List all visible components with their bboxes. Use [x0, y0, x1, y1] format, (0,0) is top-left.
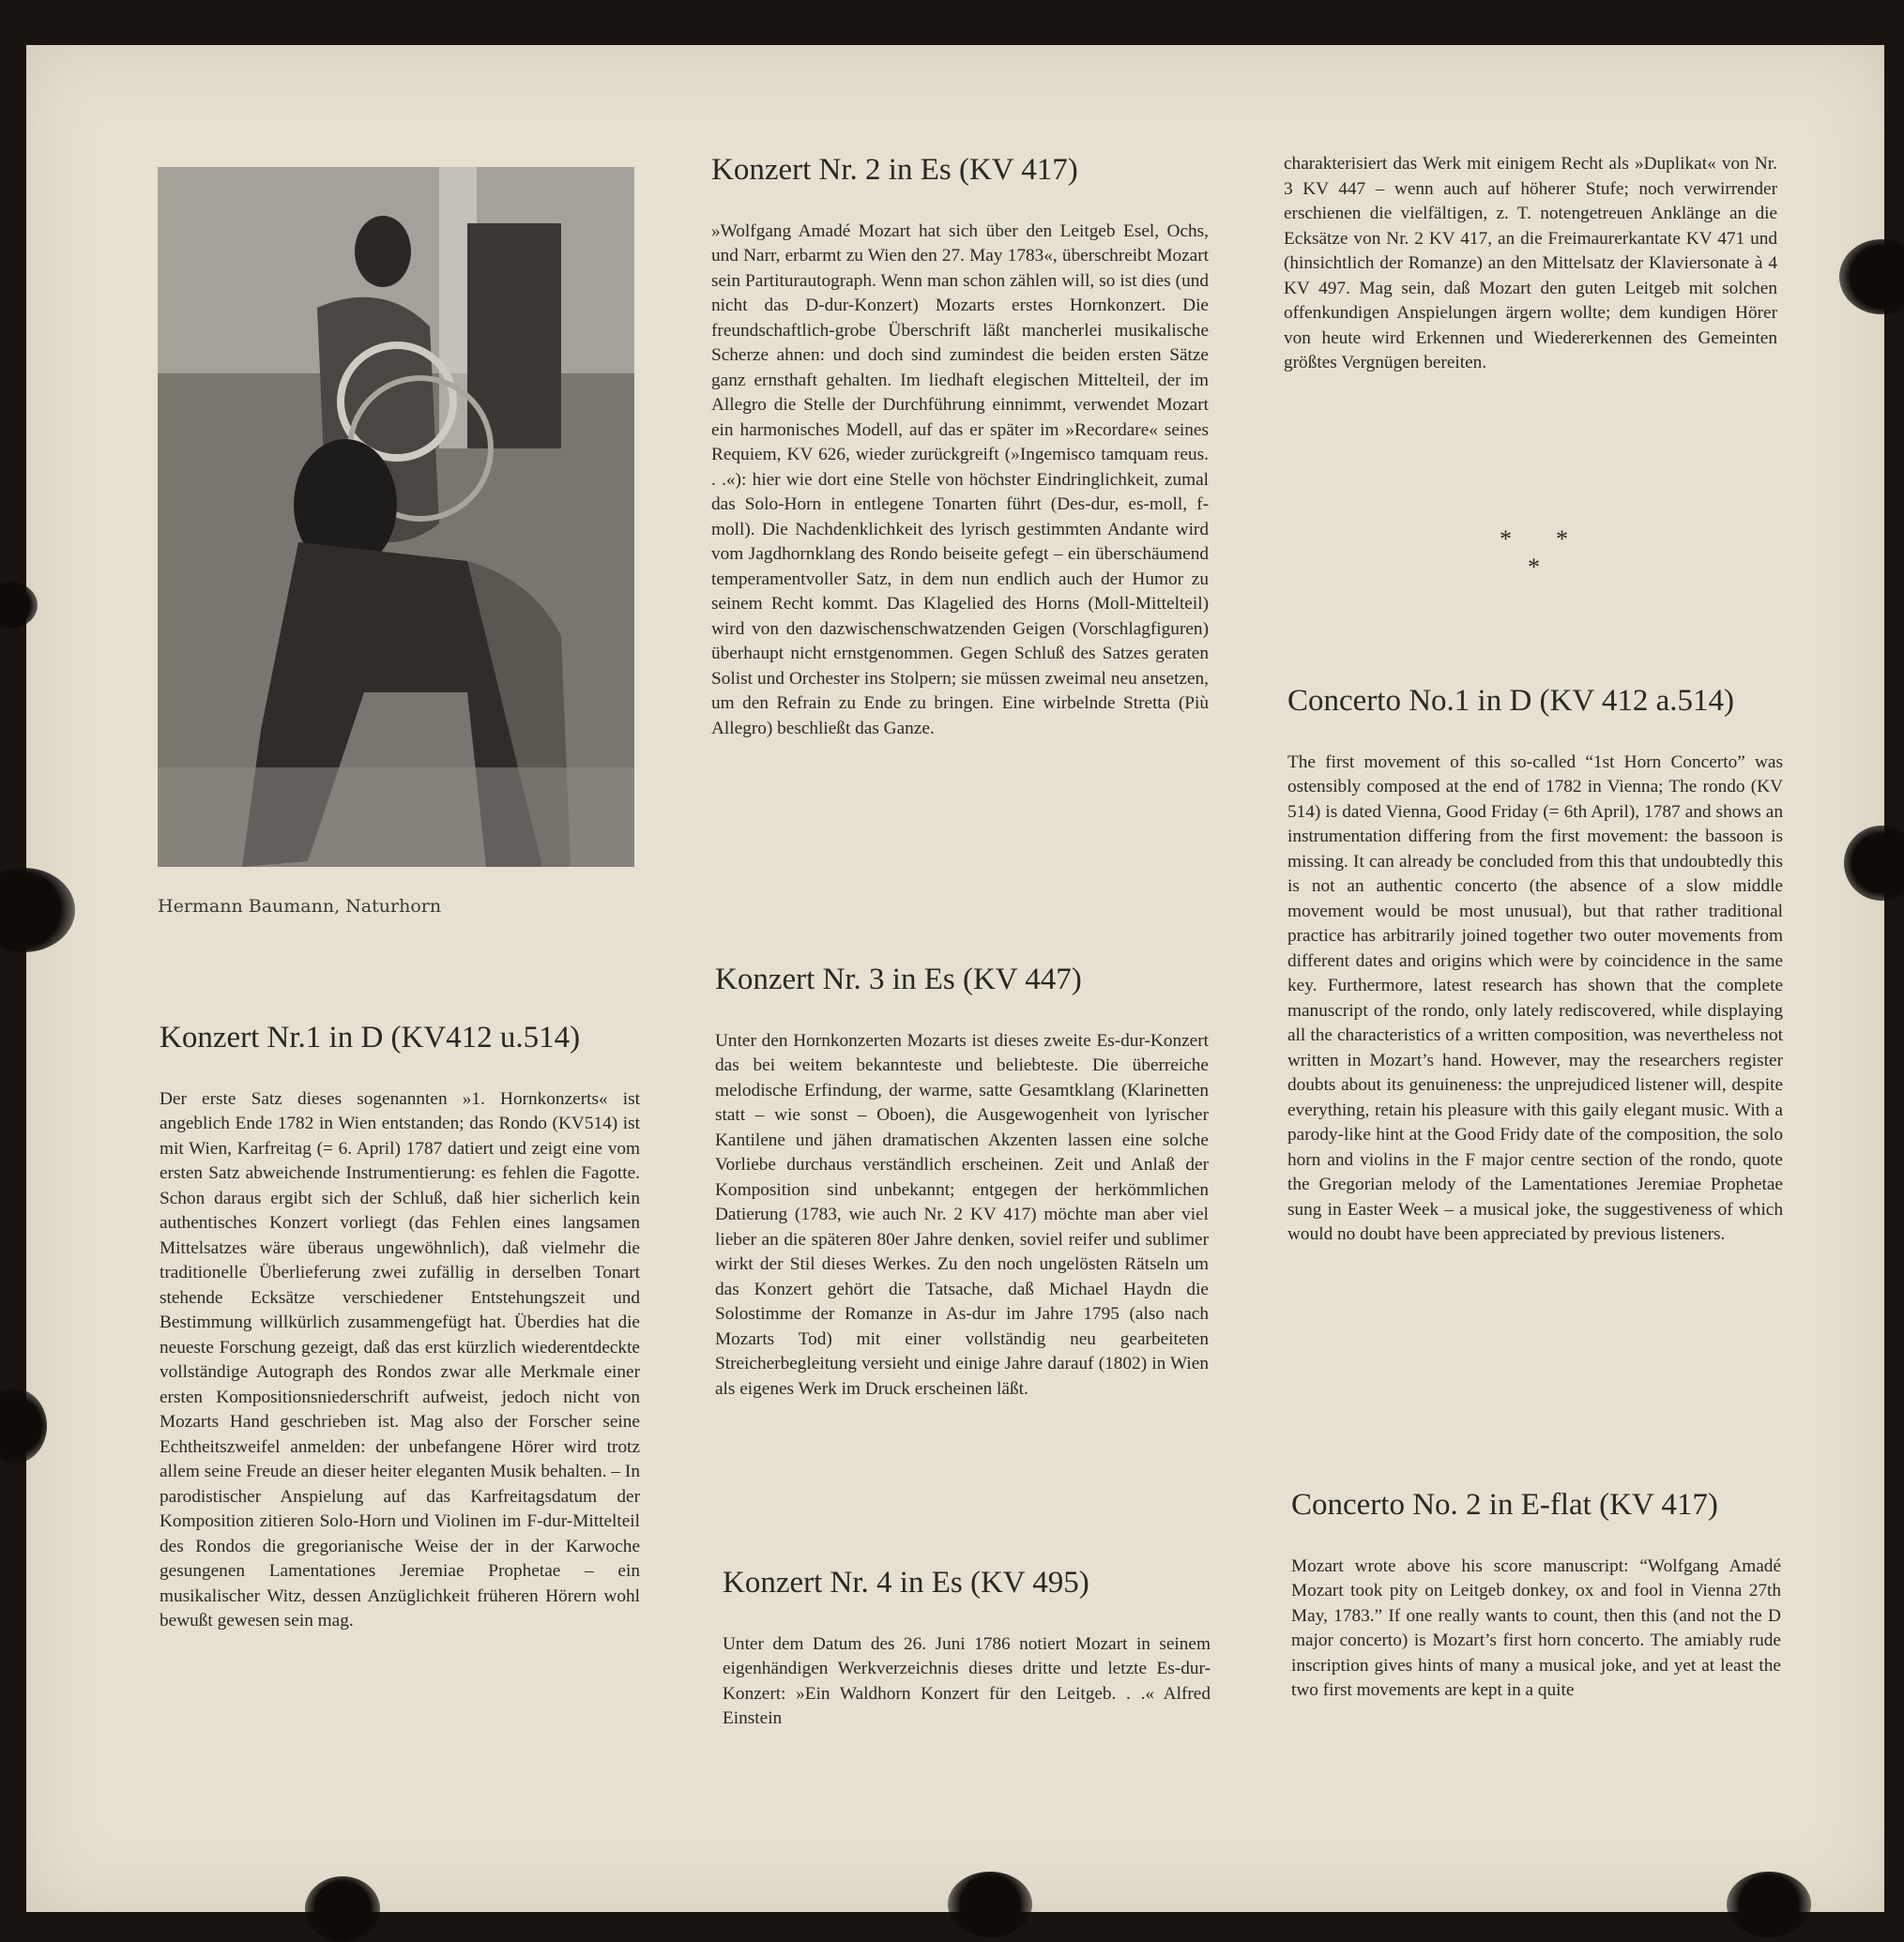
section-text: Der erste Satz dieses sogenannten »1. Hornkonzerts« ist angeblich Ende 1782 in Wien entstanden; das Rondo (KV514) ist mit Wien, Karfreitag (= 6. April) 1787 datiert und zeigt eine vom ersten Satz abweichende Instrumentierung: es fehlen die Fagotte. Schon daraus ergibt sich der Schluß, daß hier sicherlich kein authentisches Konzert vorliegt (das Fehlen eines langsamen Mittelsatzes wäre überaus ungewöhnlich), daß vielmehr die traditionelle Überlieferung zwei zufällig in derselben Tonart stehende Ecksätze verschiedener Entstehungszeit und Bestimmung willkürlich zusammengefügt hat. Überdies hat die neueste Forschung gezeigt, daß das erst kürzlich wiederentdeckte vollständige Autograph des Rondos zwar alle Merkmale einer ersten Kompositionsniederschrift aufweist, jedoch nicht von Mozarts Hand geschrieben ist. Mag also der Forscher seine Echtheitszweifel anmelden: der unbefangene Hörer wird trotz allem seine Freude an dieser heiter eleganten Musik behalten. – In parodistischer Anspielung auf das Karfreitagsdatum der Komposition zitieren Solo-Horn und Violinen im F-dur-Mittelteil des Rondos die gregorianische Weise der in der Karwoche gesungenen Lamentationes Jeremiae Prophetae – ein musikalischer Witz, dessen Anzüglichkeit früheren Hörern wohl bewußt gewesen sein mag. — [160, 1088, 640, 1631]
horn-player-photo — [158, 167, 634, 867]
section-de-4 — [723, 1565, 1211, 1732]
asterisk: * — [1556, 525, 1568, 553]
section-separator — [1492, 525, 1586, 582]
section-text: Unter den Hornkonzerten Mozarts ist dieses zweite Es-dur-Konzert das bei weitem bekannteste und beliebteste. Die überreiche melodische Erfindung, der warme, satte Gesamtklang (Klarinetten statt – wie sonst – Oboen), die Ausgewogenheit von lyrischer Kantilene und jähen dramatischen Akzenten lassen eine solche Vorliebe durchaus verständlich erscheinen. Zeit und Anlaß der Komposition sind unbekannt; entgegen der herkömmlichen Datierung (1783, wie auch Nr. 2 KV 417) möchte man aber viel lieber an die späteren 80er Jahre denken, soviel reifer und sublimer wirkt der Stil dieses Werkes. Zu den noch ungelösten Rätseln um das Konzert gehört die Tatsache, daß Michael Haydn die Solostimme der Romanze in As-dur im Jahre 1795 (also nach Mozarts Tod) mit einer vollständig neu gearbeiteten Streicherbegleitung versieht und einige Jahre darauf (1802) in Wien als eigenes Werk im Druck erscheinen läßt. — [715, 1030, 1209, 1399]
section-text: The first movement of this so-called “1st Horn Concerto” was ostensibly composed at the end of 1782 in Vienna; The rondo (KV 514) is dated Vienna, Good Friday (= 6th April), 1787 and shows an instrumentation differing from the first movement: the bassoon is missing. It can already be concluded from this that undoubtedly this is not an authentic concerto (the absence of a slow middle movement would be most unusual), but that rather traditional practice has arbitrarily joined together two outer movements from different dates and origins which were by coincidence in the same key. Furthermore, latest research has shown that the complete manuscript of the rondo, only lately rediscovered, while displaying all the characteristics of a written composition, was nevertheless not written in Mozart’s hand. However, may the researchers register doubts about its genuineness: the unprejudiced listener will, despite everything, retain his pleasure with this gaily elegant music. With a parody-like hint at the Good Fridy date of the composition, the solo horn and violins in the F major centre section of the rondo, quote the Gregorian melody of the Lamentationes Jeremiae Prophetae sung in Easter Week – a musical joke, the suggestiveness of which would no doubt have been appreciated by previous listeners. — [1287, 751, 1783, 1245]
edge-shadow — [948, 1872, 1032, 1937]
section-en-1 — [1287, 683, 1783, 1248]
section-text: »Wolfgang Amadé Mozart hat sich über den Leitgeb Esel, Ochs, und Narr, erbarmt zu Wien den 27. May 1783«, überschreibt Mozart sein Partiturautograph. Wenn man schon zählen will, so ist dies (und nicht das D-dur-Konzert) Mozarts erstes Hornkonzert. Die freundschaftlich-grobe Überschrift läßt mancherlei musikalische Scherze ahnen: und doch sind zumindest die beiden ersten Sätze ganz ernsthaft gehalten. Im liedhaft elegischen Mittelteil, der im Allegro die Stelle der Durchführung einnimmt, verwendet Mozart ein harmonisches Modell, auf das er später im »Recordare« seines Requiem, KV 626, wieder zurückgreift (»Ingemisco tamquam reus. . .«): hier wie dort eine Stelle von höchster Eindringlichkeit, zumal das Solo-Horn in entlegene Tonarten führt (Des-dur, es-moll, f-moll). Die Nachdenklichkeit des lyrisch gestimmten Andante wird vom Jagdhornklang des Rondo beiseite gefegt – ein überschäumend temperamentvoller Satz, in dem nun endlich auch der Humor zu seinem Recht kommt. Das Klagelied des Horns (Moll-Mittelteil) wird von den dazwischenschwatzenden Geigen (Vorschlagfiguren) überhaupt nicht ernstgenommen. Gegen Schluß des Satzes geraten Solist und Orchester ins Stolpern; sie müssen zweimal neu ansetzen, um den Refrain zu Ende zu bringen. Eine wirbelnde Stretta (Più Allegro) beschließt das Ganze. — [711, 220, 1209, 738]
section-heading: Konzert Nr.1 in D (KV412 u.514) — [160, 1021, 581, 1054]
photo-caption: Hermann Baumann, Naturhorn — [158, 896, 442, 917]
asterisk: * — [1500, 525, 1512, 553]
asterisk: * — [1528, 554, 1540, 581]
edge-shadow — [1727, 1872, 1811, 1937]
section-en-2 — [1291, 1487, 1781, 1704]
section-heading: Konzert Nr. 4 in Es (KV 495) — [723, 1566, 1089, 1600]
edge-shadow — [305, 1876, 380, 1942]
section-de-3 — [715, 962, 1209, 1402]
section-heading: Concerto No.1 in D (KV 412 a.514) — [1287, 684, 1734, 718]
section-text: Mozart wrote above his score manuscript: “Wolfgang Amadé Mozart took pity on Leitgeb donkey, ox and fool in Vienna 27th May, 1783.” If one really wants to count, then this (and not the D major concerto) is Mozart’s first horn concerto. The amiably rude inscription gives hints of many a musical joke, and yet at least the two first movements are kept in a quite — [1291, 1555, 1781, 1701]
section-text: charakterisiert das Werk mit einigem Recht als »Duplikat« von Nr. 3 KV 447 – wenn auch auf höherer Stufe; noch verwirrender erschienen die vielfältigen, z. T. notengetreuen Anklänge an die Ecksätze von Nr. 2 KV 417, an die Freimaurerkantate KV 471 und (hinsichtlich der Romanze) an den Mittelsatz der Klaviersonate à 4 KV 497. Mag sein, daß Mozart den guten Leitgeb mit solchen offenkundigen Anspielungen ärgern wollte; dem kundigen Hörer von heute wird Erkennen und Wiedererkennen des Gemeinten größtes Vergnügen bereiten. — [1284, 154, 1777, 372]
section-heading: Concerto No. 2 in E-flat (KV 417) — [1291, 1488, 1718, 1522]
section-de-4-continued — [1284, 152, 1777, 376]
section-de-2 — [711, 152, 1209, 741]
section-heading: Konzert Nr. 3 in Es (KV 447) — [715, 963, 1082, 996]
section-heading: Konzert Nr. 2 in Es (KV 417) — [711, 153, 1078, 187]
section-de-1 — [160, 1020, 640, 1634]
section-text: Unter dem Datum des 26. Juni 1786 notiert Mozart in seinem eigenhändigen Werkverzeichnis dieses dritte und letzte Es-dur-Konzert: »Ein Waldhorn Konzert für den Leitgeb. . .« Alfred Einstein — [723, 1633, 1211, 1729]
